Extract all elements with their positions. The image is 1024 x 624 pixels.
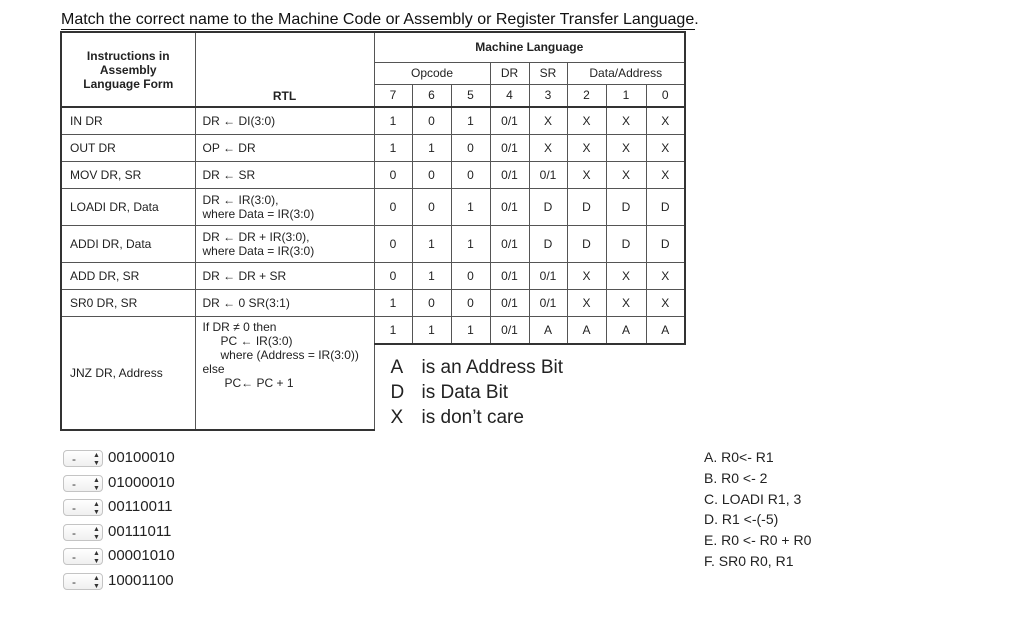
bit-cell: 1 (451, 188, 490, 225)
asm-cell: LOADI DR, Data (61, 188, 195, 225)
bit-cell: 0/1 (490, 161, 529, 188)
bit-cell: 1 (412, 262, 451, 289)
bit-cell: X (646, 262, 685, 289)
rtl-cell (195, 262, 374, 289)
bit-cell: X (646, 289, 685, 316)
data-address-group-header: Data/Address (567, 62, 685, 84)
asm-cell: JNZ DR, Address (61, 316, 195, 430)
asm-cell: IN DR (61, 107, 195, 134)
answer-select[interactable] (63, 524, 103, 541)
answer-options (704, 449, 811, 574)
bit-cell: 1 (374, 107, 412, 134)
bit-cell: 1 (374, 316, 412, 344)
sr-group-header: SR (529, 62, 567, 84)
answer-select[interactable] (63, 475, 103, 492)
select-value: - (72, 574, 76, 589)
rtl-line: DR ← 0 SR(3:1) (202, 295, 290, 310)
select-value: - (72, 501, 76, 515)
bit-cell: X (606, 161, 646, 188)
asm-header-line-2: Assembly (99, 62, 157, 77)
bit-cell: A (567, 316, 606, 344)
updown-arrows-icon: ▲ ▼ (93, 452, 100, 467)
bit-cell: 0 (412, 107, 451, 134)
updown-arrows-icon: ▲ ▼ (93, 550, 100, 565)
bit-cell: 0/1 (490, 289, 529, 316)
table-row (61, 225, 685, 262)
bit-cell: 0 (374, 225, 412, 262)
rtl-cell (195, 225, 374, 262)
rtl-line: DR ← SR (202, 167, 256, 182)
bit-cell: 0 (374, 188, 412, 225)
asm-cell: OUT DR (61, 134, 195, 161)
answer-option: C. LOADI R1, 3 (704, 490, 802, 507)
table-row (61, 316, 685, 344)
rtl-header-text: RTL (272, 89, 297, 103)
machine-code: 00001010 (108, 547, 175, 564)
bit-cell: X (606, 107, 646, 134)
rtl-line: where Data = IR(3:0) (202, 206, 315, 221)
bit-cell: 1 (451, 107, 490, 134)
bit-cell: D (646, 188, 685, 225)
bit-cell: X (567, 107, 606, 134)
asm-header-line-1: Instructions in (86, 48, 170, 63)
bit-number-7: 7 (374, 84, 412, 107)
bit-cell: 1 (412, 316, 451, 344)
bit-cell: X (646, 107, 685, 134)
rtl-line: If DR ≠ 0 then (202, 319, 277, 334)
bit-cell: 0 (451, 134, 490, 161)
bit-number-1: 1 (606, 84, 646, 107)
bit-cell: D (529, 225, 567, 262)
bit-cell: 0/1 (529, 289, 567, 316)
bit-number-6: 6 (412, 84, 451, 107)
bit-cell: 0 (374, 161, 412, 188)
instruction-set-table (60, 31, 686, 431)
rtl-cell (195, 316, 374, 430)
bit-cell: 0/1 (490, 188, 529, 225)
bit-cell: 1 (374, 289, 412, 316)
rtl-line: DR ← IR(3:0), (202, 192, 279, 207)
bit-cell: 0/1 (490, 134, 529, 161)
bit-cell: D (606, 188, 646, 225)
bit-cell: X (567, 289, 606, 316)
bit-cell: 1 (451, 225, 490, 262)
legend-letter: A (390, 357, 404, 378)
answer-option: A. R0<- R1 (704, 449, 774, 465)
bit-number-3: 3 (529, 84, 567, 107)
bit-cell: 0 (412, 289, 451, 316)
rtl-cell (195, 134, 374, 161)
bit-cell: 0 (451, 262, 490, 289)
opcode-group-header: Opcode (374, 62, 490, 84)
bit-cell: 0/1 (490, 316, 529, 344)
answer-option: F. SR0 R0, R1 (704, 552, 794, 569)
bit-cell: X (606, 262, 646, 289)
legend-text: is don’t care (421, 407, 524, 428)
bit-cell: D (646, 225, 685, 262)
question-underline (61, 29, 695, 30)
rtl-line: DR ← DI(3:0) (202, 113, 276, 128)
bit-cell: D (567, 225, 606, 262)
asm-cell: ADD DR, SR (61, 262, 195, 289)
rtl-column-header (195, 32, 374, 107)
dr-group-header: DR (490, 62, 529, 84)
bit-cell: 0 (374, 262, 412, 289)
bit-cell: 0/1 (529, 262, 567, 289)
machine-code: 00100010 (108, 449, 175, 466)
machine-code: 00110011 (108, 498, 173, 515)
machine-language-header: Machine Language (374, 32, 685, 62)
answer-select[interactable] (63, 573, 103, 590)
question-text: Match the correct name to the Machine Code or Assembly or Register Transfer Language. (61, 11, 699, 28)
table-row (61, 107, 685, 134)
bit-cell: D (606, 225, 646, 262)
table-row (61, 134, 685, 161)
bit-cell: X (567, 262, 606, 289)
rtl-line: DR ← DR + SR (202, 268, 287, 283)
bit-number-4: 4 (490, 84, 529, 107)
bit-cell: 1 (451, 316, 490, 344)
answer-select[interactable] (63, 450, 103, 467)
bit-cell: A (529, 316, 567, 344)
asm-cell: ADDI DR, Data (61, 225, 195, 262)
updown-arrows-icon: ▲ ▼ (93, 574, 100, 590)
asm-column-header (61, 32, 195, 107)
bit-cell: 1 (412, 225, 451, 262)
bit-cell: D (529, 188, 567, 225)
bit-cell: 0/1 (490, 107, 529, 134)
legend (374, 344, 685, 430)
rtl-cell (195, 188, 374, 225)
asm-cell: MOV DR, SR (61, 161, 195, 188)
bit-cell: X (567, 161, 606, 188)
legend-text: is Data Bit (421, 382, 509, 403)
bit-cell: 1 (374, 134, 412, 161)
machine-code: 00111011 (108, 522, 172, 540)
asm-header-line-3: Language Form (83, 76, 174, 91)
updown-arrows-icon: ▲ ▼ (93, 476, 100, 492)
table-row (61, 289, 685, 316)
bit-cell: 0 (412, 188, 451, 225)
legend-letter: X (390, 407, 404, 428)
bit-cell: A (646, 316, 685, 344)
bit-cell: 0 (412, 161, 451, 188)
select-value: - (72, 525, 76, 540)
bit-number-2: 2 (567, 84, 606, 107)
bit-cell: 0/1 (490, 262, 529, 289)
bit-cell: 0 (451, 289, 490, 316)
rtl-cell (195, 161, 374, 188)
asm-cell: SR0 DR, SR (61, 289, 195, 316)
bit-cell: X (529, 107, 567, 134)
bit-number-5: 5 (451, 84, 490, 107)
updown-arrows-icon: ▲ ▼ (93, 525, 100, 541)
table-row (61, 161, 685, 188)
bit-cell: 1 (412, 134, 451, 161)
bit-cell: 0 (451, 161, 490, 188)
updown-arrows-icon: ▲ ▼ (93, 501, 100, 516)
machine-code: 01000010 (108, 473, 175, 491)
answer-select[interactable] (63, 548, 103, 565)
answer-option: D. R1 <-(-5) (704, 511, 779, 528)
legend-item (391, 405, 686, 430)
table-row (61, 188, 685, 225)
table-row (61, 262, 685, 289)
rtl-line: else (202, 361, 225, 376)
rtl-line: PC ← IR(3:0) (220, 333, 293, 348)
rtl-line: where (Address = IR(3:0)) (220, 347, 359, 362)
select-value: - (72, 452, 76, 466)
rtl-line: PC← PC + 1 (224, 375, 294, 390)
legend-letter: D (390, 382, 405, 403)
answer-option: B. R0 <- 2 (704, 469, 768, 486)
bit-cell: 0/1 (490, 225, 529, 262)
select-value: - (72, 550, 76, 564)
bit-cell: X (529, 134, 567, 161)
bit-cell: D (567, 188, 606, 225)
legend-text: is an Address Bit (421, 357, 564, 378)
bit-cell: X (567, 134, 606, 161)
rtl-line: DR ← DR + IR(3:0), (202, 229, 310, 244)
legend-item (391, 380, 686, 405)
rtl-cell (195, 289, 374, 316)
bit-number-0: 0 (646, 84, 685, 107)
rtl-cell (195, 107, 374, 134)
machine-code: 10001100 (108, 571, 174, 589)
answer-option: E. R0 <- R0 + R0 (704, 532, 812, 549)
bit-cell: X (606, 134, 646, 161)
bit-cell: A (606, 316, 646, 344)
rtl-line: OP ← DR (202, 140, 256, 155)
answer-select[interactable] (63, 499, 103, 516)
select-value: - (72, 476, 76, 491)
legend-item (391, 355, 686, 380)
bit-cell: X (646, 161, 685, 188)
bit-cell: X (646, 134, 685, 161)
bit-cell: 0/1 (529, 161, 567, 188)
bit-cell: X (606, 289, 646, 316)
rtl-line: where Data = IR(3:0) (202, 243, 315, 258)
